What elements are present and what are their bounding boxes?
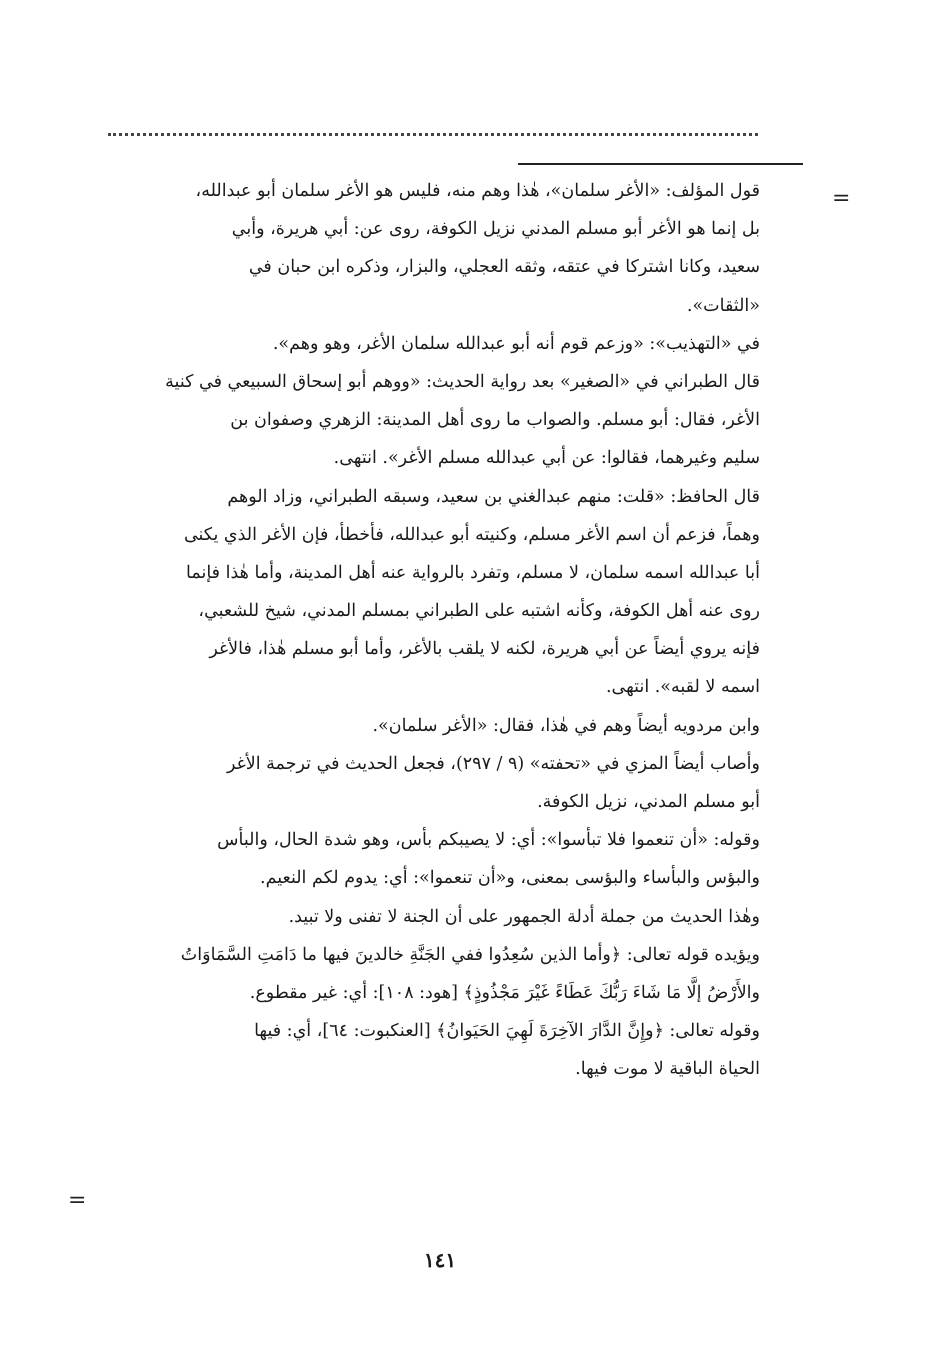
- footnote-continuation-mark-top: =: [832, 186, 851, 211]
- text-line: «الثقات».: [686, 295, 760, 316]
- footnote-continuation-mark-bottom: =: [68, 1188, 87, 1213]
- text-line: الأغر، فقال: أبو مسلم. والصواب ما روى أهل المدينة: الزهري وصفوان بن: [230, 410, 760, 431]
- text-line: بل إنما هو الأغر أبو مسلم المدني نزيل الكوفة، روى عن: أبي هريرة، وأبي: [231, 219, 760, 240]
- text-line: وقوله: «أن تنعموا فلا تبأسوا»: أي: لا يصيبكم بأس، وهو شدة الحال، والبأس: [217, 830, 760, 851]
- text-line: وهماً، فزعم أن اسم الأغر مسلم، وكنيته أبو عبدالله، فأخطأ، فإن الأغر الذي يكنى: [183, 524, 760, 545]
- text-line: ويؤيده قوله تعالى: ﴿وأما الذين سُعِدُوا ففي الجَنَّةِ خالدينَ فيها ما دَامَتِ السَّمَاوَاتُ: [180, 944, 760, 965]
- text-line: والبؤس والبأساء والبؤسى بمعنى، و«أن تنعموا»: أي: يدوم لكم النعيم.: [260, 868, 760, 889]
- text-line: روى عنه أهل الكوفة، وكأنه اشتبه على الطبراني بمسلم المدني، شيخ للشعبي،: [198, 601, 760, 622]
- footnote-separator-rule: [518, 163, 803, 165]
- text-line: قال الحافظ: «قلت: منهم عبدالغني بن سعيد، وسبقه الطبراني، وزاد الوهم: [227, 486, 760, 507]
- text-line: والأَرْضُ إلَّا مَا شَاءَ رَبُّكَ عَطَاءً غَيْرَ مَجْذُوذٍ﴾ [هود: ١٠٨]: أي: غير مقطوع.: [249, 982, 760, 1003]
- text-line: وأصاب أيضاً المزي في «تحفته» (٩ / ٢٩٧)، فجعل الحديث في ترجمة الأغر: [226, 753, 760, 774]
- text-line: قول المؤلف: «الأغر سلمان»، هٰذا وهم منه، فليس هو الأغر سلمان أبو عبدالله،: [195, 181, 760, 201]
- text-line: وقوله تعالى: ﴿وإِنَّ الدَّارَ الآخِرَةَ لَهِيَ الحَيَوانُ﴾ [العنكبوت: ٦٤]، أي: فيها: [254, 1021, 760, 1042]
- header-dotted-rule: [108, 133, 758, 136]
- text-line: سليم وغيرهما، فقالوا: عن أبي عبدالله مسلم الأغر». انتهى.: [333, 448, 760, 469]
- text-line: أبو مسلم المدني، نزيل الكوفة.: [537, 792, 760, 812]
- text-line: وابن مردويه أيضاً وهم في هٰذا، فقال: «الأغر سلمان».: [372, 715, 760, 736]
- text-line: فإنه يروي أيضاً عن أبي هريرة، لكنه لا يلقب بالأغر، وأما أبو مسلم هٰذا، فالأغر: [209, 639, 760, 660]
- text-line: في «التهذيب»: «وزعم قوم أنه أبو عبدالله سلمان الأغر، وهو وهم».: [272, 333, 760, 354]
- text-line: سعيد، وكانا اشتركا في عتقه، وثقه العجلي، والبزار، وذكره ابن حبان في: [248, 257, 760, 278]
- text-line: اسمه لا لقبه». انتهى.: [605, 677, 760, 698]
- page-number: ١٤١: [423, 1248, 457, 1272]
- text-line: وهٰذا الحديث من جملة أدلة الجمهور على أن الجنة لا تفنى ولا تبيد.: [288, 906, 760, 927]
- text-line: الحياة الباقية لا موت فيها.: [575, 1059, 760, 1080]
- text-line: قال الطبراني في «الصغير» بعد رواية الحديث: «ووهم أبو إسحاق السبيعي في كنية: [165, 371, 760, 392]
- text-line: أبا عبدالله اسمه سلمان، لا مسلم، وتفرد بالرواية عنه أهل المدينة، وأما هٰذا فإنما: [186, 562, 760, 583]
- footnote-text-block: [100, 172, 760, 1089]
